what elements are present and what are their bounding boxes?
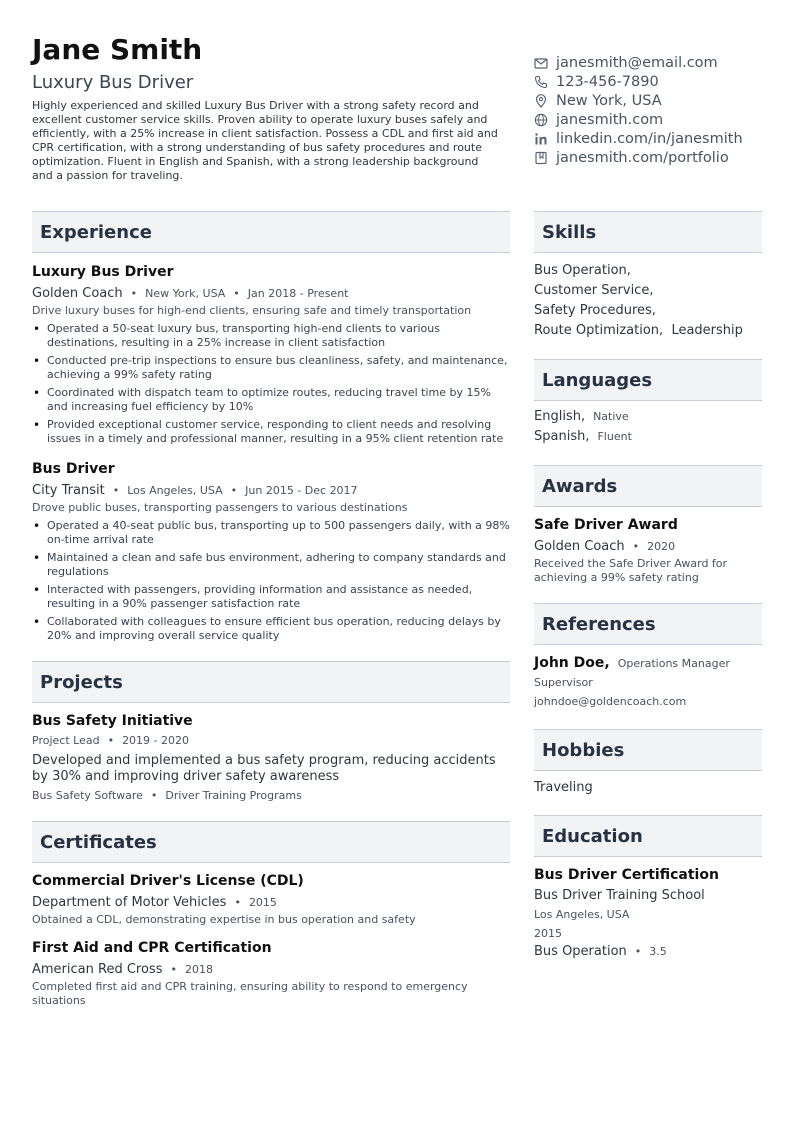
separator-dot: • — [230, 484, 238, 497]
project-role: Project Lead — [32, 734, 100, 747]
contact-website[interactable] — [534, 110, 774, 129]
references-heading: References — [534, 603, 762, 645]
contact-list — [534, 53, 774, 167]
award-title: Safe Driver Award — [534, 517, 678, 533]
certificates-heading: Certificates — [32, 821, 510, 863]
right-column — [534, 211, 762, 979]
projects-heading: Projects — [32, 661, 510, 703]
skill-item: Bus Operation, — [534, 263, 631, 278]
job-company: City Transit — [32, 483, 105, 498]
project-meta — [32, 732, 510, 750]
language-level: Fluent — [597, 430, 632, 443]
languages-section — [534, 359, 762, 447]
hobbies-section — [534, 729, 762, 797]
separator-dot: • — [233, 287, 240, 300]
language-name: Spanish, — [534, 429, 590, 444]
separator-dot: • — [150, 789, 158, 802]
experience-heading: Experience — [32, 211, 510, 253]
certificate-year: 2015 — [248, 896, 277, 909]
certificate-description: Obtained a CDL, demonstrating expertise in bus operation and safety — [32, 913, 416, 926]
certificate-meta — [32, 894, 510, 912]
portfolio-icon — [534, 151, 548, 165]
contact-email[interactable] — [534, 53, 774, 72]
job-bullets — [32, 519, 510, 643]
education-title: Bus Driver Certification — [534, 867, 719, 883]
awards-section — [534, 465, 762, 585]
job-entry — [32, 263, 510, 446]
languages-heading: Languages — [534, 359, 762, 401]
contact-location-text: New York, USA — [556, 92, 662, 109]
certificate-title: First Aid and CPR Certification — [32, 940, 272, 956]
education-heading: Education — [534, 815, 762, 857]
bullet-item: • Conducted pre-trip inspections to ensure bus cleanliness, safety, and maintenance, achieving a 99% safety rating — [32, 354, 510, 382]
contact-phone[interactable] — [534, 72, 774, 91]
separator-dot: • — [170, 963, 177, 976]
candidate-name: Jane Smith — [32, 33, 203, 66]
job-location: New York, USA — [145, 287, 226, 300]
globe-icon — [534, 113, 548, 127]
education-score: 3.5 — [649, 945, 667, 958]
project-title: Bus Safety Initiative — [32, 713, 193, 729]
certificate-issuer: Department of Motor Vehicles — [32, 895, 227, 910]
skill-item: Customer Service, — [534, 283, 654, 298]
certificate-meta — [32, 961, 510, 979]
phone-icon — [534, 75, 548, 89]
job-bullets — [32, 322, 510, 446]
job-description: Drive luxury buses for high-end clients, ensuring safe and timely transportation — [32, 304, 472, 317]
job-dates: Jun 2015 - Dec 2017 — [245, 484, 358, 497]
language-name: English, — [534, 409, 586, 424]
job-description: Drove public buses, transporting passengers to various destinations — [32, 501, 408, 514]
project-description: Developed and implemented a bus safety program, reducing accidents by 30% and improving driver safety awareness — [32, 753, 496, 784]
linkedin-icon — [534, 132, 548, 146]
mail-icon — [534, 56, 548, 70]
certificate-title: Commercial Driver's License (CDL) — [32, 873, 304, 889]
separator-dot: • — [112, 484, 120, 497]
projects-section — [32, 661, 510, 803]
job-meta — [32, 482, 510, 500]
project-dates: 2019 - 2020 — [122, 734, 190, 747]
job-entry — [32, 460, 510, 643]
reference-header — [534, 654, 762, 673]
award-description: Received the Safe Driver Award for achieving a 99% safety rating — [534, 557, 728, 584]
location-pin-icon — [534, 94, 548, 108]
reference-position: Operations Manager — [617, 657, 730, 670]
hobby-item: Traveling — [534, 780, 593, 795]
job-company: Golden Coach — [32, 286, 123, 301]
summary-text: Highly experienced and skilled Luxury Bus Driver with a strong safety record and excellent customer service skills. Proven ability to operate luxury buses safely and efficiently, with a 25% increase in client satisfaction. Possess a CDL and first aid and CPR certification, with a strong understanding of bus safety procedures and route optimization. Fluent in English and Spanish, with a strong leadership background and a passion for traveling. — [32, 99, 498, 182]
skill-row — [534, 321, 762, 341]
job-title: Bus Driver — [32, 461, 115, 477]
references-section — [534, 603, 762, 711]
contact-email-text: janesmith@email.com — [556, 54, 718, 71]
left-column — [32, 211, 510, 1026]
language-item — [534, 427, 762, 447]
bullet-item: • Provided exceptional customer service, responding to client needs and resolving issues in a timely and professional manner, resulting in a 95% client retention rate — [32, 418, 510, 446]
project-tag: Driver Training Programs — [165, 789, 302, 802]
education-year: 2015 — [534, 927, 562, 940]
bullet-item: • Interacted with passengers, providing information and assistance as needed, resulting in a 90% passenger satisfaction rate — [32, 583, 510, 611]
bullet-item: • Collaborated with colleagues to ensure efficient bus operation, reducing delays by 20% and improving overall service quality — [32, 615, 510, 643]
education-school: Bus Driver Training School — [534, 888, 705, 903]
job-title: Luxury Bus Driver — [32, 264, 174, 280]
reference-relation: Supervisor — [534, 676, 593, 689]
experience-section — [32, 211, 510, 643]
separator-dot: • — [107, 734, 115, 747]
bullet-item: • Operated a 40-seat public bus, transporting up to 500 passengers daily, with a 98% on-time arrival rate — [32, 519, 510, 547]
hobbies-heading: Hobbies — [534, 729, 762, 771]
separator-dot: • — [234, 896, 241, 909]
languages-list — [534, 407, 762, 447]
certificate-year: 2018 — [184, 963, 213, 976]
education-field: Bus Operation — [534, 944, 627, 959]
reference-name: John Doe, — [534, 655, 610, 671]
language-item — [534, 407, 762, 427]
contact-portfolio[interactable] — [534, 148, 774, 167]
skills-list — [534, 261, 762, 341]
reference-email[interactable]: johndoe@goldencoach.com — [534, 695, 687, 708]
certificates-section — [32, 821, 510, 1008]
education-location: Los Angeles, USA — [534, 908, 630, 921]
bullet-item: • Coordinated with dispatch team to optimize routes, reducing travel time by 15% and increasing fuel efficiency by 10% — [32, 386, 510, 414]
skill-item: Safety Procedures, — [534, 303, 656, 318]
award-year: 2020 — [647, 540, 676, 553]
separator-dot: • — [634, 945, 642, 958]
award-org: Golden Coach — [534, 539, 625, 554]
education-section — [534, 815, 762, 961]
contact-linkedin-text: linkedin.com/in/janesmith — [556, 130, 743, 147]
education-field-row — [534, 943, 762, 961]
bullet-item: • Operated a 50-seat luxury bus, transporting high-end clients to various destinations, resulting in a 25% increase in client satisfaction — [32, 322, 510, 350]
certificate-issuer: American Red Cross — [32, 962, 163, 977]
skill-item: Route Optimization, — [534, 323, 664, 338]
awards-heading: Awards — [534, 465, 762, 507]
award-meta — [534, 538, 762, 556]
job-dates: Jan 2018 - Present — [247, 287, 349, 300]
job-location: Los Angeles, USA — [127, 484, 223, 497]
skills-section — [534, 211, 762, 341]
job-meta — [32, 285, 510, 303]
skill-item: Leadership — [671, 323, 743, 338]
separator-dot: • — [632, 540, 640, 553]
contact-location — [534, 91, 774, 110]
candidate-role: Luxury Bus Driver — [32, 72, 194, 93]
bullet-item: • Maintained a clean and safe bus environment, adhering to company standards and regulations — [32, 551, 510, 579]
contact-portfolio-text: janesmith.com/portfolio — [556, 149, 729, 166]
contact-linkedin[interactable] — [534, 129, 774, 148]
contact-website-text: janesmith.com — [556, 111, 664, 128]
skills-heading: Skills — [534, 211, 762, 253]
language-level: Native — [593, 410, 629, 423]
contact-phone-text: 123-456-7890 — [556, 73, 659, 90]
project-tag: Bus Safety Software — [32, 789, 143, 802]
project-tags — [32, 789, 510, 803]
certificate-description: Completed first aid and CPR training, ensuring ability to respond to emergency situations — [32, 980, 468, 1007]
separator-dot: • — [130, 287, 138, 300]
